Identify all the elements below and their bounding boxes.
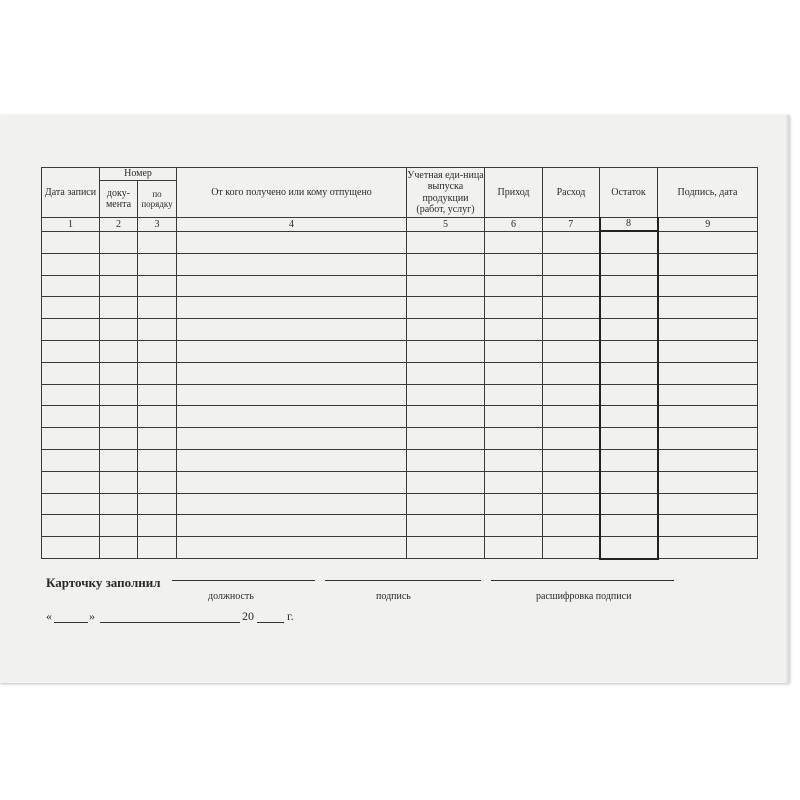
table-row [42,471,758,493]
table-cell[interactable] [100,297,138,319]
table-cell[interactable] [407,449,485,471]
table-cell[interactable] [407,537,485,559]
header-income-label: Приход [497,186,530,198]
table-cell[interactable] [485,537,543,559]
table-cell[interactable] [138,362,177,384]
table-cell[interactable] [177,493,407,515]
table-row [42,537,758,559]
table-cell[interactable] [600,537,658,559]
table-row [42,275,758,297]
signature-caption: подпись [376,591,411,602]
table-cell[interactable] [100,384,138,406]
column-number: 6 [485,218,543,232]
table-cell[interactable] [100,340,138,362]
table-cell[interactable] [543,297,600,319]
table-cell[interactable] [42,384,100,406]
header-order-label: по порядку [141,188,173,209]
table-cell[interactable] [42,275,100,297]
table-cell[interactable] [407,319,485,341]
table-cell[interactable] [407,471,485,493]
table-cell[interactable] [600,253,658,275]
table-cell[interactable] [485,362,543,384]
table-cell[interactable] [100,362,138,384]
column-number: 1 [42,218,100,232]
table-cell[interactable] [42,493,100,515]
table-cell[interactable] [407,493,485,515]
table-cell[interactable] [138,428,177,450]
table-cell[interactable] [407,253,485,275]
table-cell[interactable] [42,428,100,450]
table-cell[interactable] [485,297,543,319]
table-cell[interactable] [600,384,658,406]
table-cell[interactable] [42,231,100,253]
table-cell[interactable] [177,253,407,275]
column-number: 8 [600,218,658,232]
table-cell[interactable] [485,406,543,428]
table-cell[interactable] [407,428,485,450]
table-cell[interactable] [485,471,543,493]
table-cell[interactable] [600,515,658,537]
table-cell[interactable] [407,297,485,319]
filled-by-label: Карточку заполнил [46,575,161,590]
table-cell[interactable] [658,449,758,471]
table-cell[interactable] [138,515,177,537]
table-cell[interactable] [42,515,100,537]
table-cell[interactable] [138,406,177,428]
table-cell[interactable] [485,253,543,275]
table-cell[interactable] [407,340,485,362]
table-row [42,449,758,471]
table-cell[interactable] [407,231,485,253]
table-cell[interactable] [42,449,100,471]
table-cell[interactable] [177,231,407,253]
table-cell[interactable] [543,471,600,493]
header-income [485,168,543,218]
table-cell[interactable] [138,449,177,471]
table-cell[interactable] [138,319,177,341]
table-row [42,253,758,275]
column-number: 4 [177,218,407,232]
table-cell[interactable] [42,362,100,384]
table-row [42,231,758,253]
table-cell[interactable] [485,384,543,406]
table-row [42,406,758,428]
table-cell[interactable] [100,537,138,559]
table-cell[interactable] [100,275,138,297]
table-cell[interactable] [600,362,658,384]
column-number: 3 [138,218,177,232]
table-cell[interactable] [658,253,758,275]
table-cell[interactable] [42,537,100,559]
column-number: 9 [658,218,758,232]
table-row [42,515,758,537]
table-cell[interactable] [485,428,543,450]
header-from-to [177,168,407,218]
table-cell[interactable] [543,362,600,384]
table-row [42,319,758,341]
table-cell[interactable] [177,297,407,319]
table-row [42,428,758,450]
header-unit-label: Учетная еди-ница выпуска продукции (работ, услуг) [407,169,484,215]
table-cell[interactable] [177,384,407,406]
table-cell[interactable] [543,428,600,450]
table-cell[interactable] [42,406,100,428]
year-prefix: 20 [242,609,254,623]
table-cell[interactable] [600,297,658,319]
ledger-table [41,167,758,560]
year-suffix: г. [287,609,294,623]
table-cell[interactable] [177,319,407,341]
table-cell[interactable] [100,253,138,275]
table-cell[interactable] [600,493,658,515]
table-cell[interactable] [543,253,600,275]
table-cell[interactable] [658,319,758,341]
column-number: 5 [407,218,485,232]
table-cell[interactable] [543,340,600,362]
table-cell[interactable] [658,515,758,537]
table-cell[interactable] [600,340,658,362]
table-cell[interactable] [177,471,407,493]
column-number-row [42,218,758,232]
table-cell[interactable] [600,406,658,428]
decoding-line[interactable] [491,580,674,581]
table-cell[interactable] [658,406,758,428]
table-cell[interactable] [485,340,543,362]
table-cell[interactable] [407,362,485,384]
header-doc-label: доку-мента [105,187,132,210]
table-row [42,362,758,384]
table-row [42,340,758,362]
header-expense [543,168,600,218]
table-cell[interactable] [100,406,138,428]
header-balance [600,168,658,218]
table-cell[interactable] [543,515,600,537]
table-cell[interactable] [485,275,543,297]
table-cell[interactable] [543,384,600,406]
table-cell[interactable] [177,515,407,537]
header-expense-label: Расход [556,186,586,198]
header-signature-date [658,168,758,218]
header-unit [407,168,485,218]
table-cell[interactable] [485,449,543,471]
table-cell[interactable] [407,275,485,297]
table-cell[interactable] [407,384,485,406]
table-cell[interactable] [658,428,758,450]
header-nomer [100,168,177,181]
table-cell[interactable] [543,275,600,297]
table-cell[interactable] [42,253,100,275]
position-line[interactable] [172,580,315,581]
table-cell[interactable] [100,231,138,253]
quote-close: » [89,609,95,623]
table-cell[interactable] [600,449,658,471]
table-cell[interactable] [100,493,138,515]
table-cell[interactable] [407,515,485,537]
header-from-to-label: От кого получено или кому отпущено [211,186,372,198]
table-cell[interactable] [543,493,600,515]
table-cell[interactable] [100,428,138,450]
day-line[interactable] [54,622,88,623]
position-caption: должность [208,591,254,602]
table-cell[interactable] [100,515,138,537]
table-cell[interactable] [543,319,600,341]
table-cell[interactable] [407,406,485,428]
table-cell[interactable] [600,231,658,253]
table-cell[interactable] [658,231,758,253]
table-cell[interactable] [658,384,758,406]
table-cell[interactable] [177,362,407,384]
table-cell[interactable] [177,428,407,450]
header-date-label: Дата записи [44,186,97,198]
table-cell[interactable] [100,449,138,471]
header-order [138,181,177,218]
table-cell[interactable] [543,449,600,471]
table-cell[interactable] [138,231,177,253]
table-cell[interactable] [177,275,407,297]
table-cell[interactable] [543,231,600,253]
table-cell[interactable] [485,493,543,515]
table-cell[interactable] [658,275,758,297]
signature-line[interactable] [325,580,481,581]
table-cell[interactable] [138,297,177,319]
table-row [42,297,758,319]
table-cell[interactable] [177,340,407,362]
table-cell[interactable] [485,319,543,341]
table-cell[interactable] [658,340,758,362]
header-date [42,168,100,218]
table-cell[interactable] [485,515,543,537]
header-balance-label: Остаток [611,186,646,198]
table-cell[interactable] [42,319,100,341]
table-cell[interactable] [138,384,177,406]
decoding-caption: расшифровка подписи [536,591,632,602]
header-doc [100,181,138,218]
table-row [42,493,758,515]
table-cell[interactable] [138,253,177,275]
table-cell[interactable] [177,449,407,471]
column-number: 7 [543,218,600,232]
table-cell[interactable] [138,275,177,297]
table-row [42,384,758,406]
table-cell[interactable] [177,406,407,428]
table-cell[interactable] [600,275,658,297]
table-cell[interactable] [600,319,658,341]
table-cell[interactable] [658,537,758,559]
table-cell[interactable] [138,537,177,559]
year-line[interactable] [257,622,284,623]
table-cell[interactable] [485,231,543,253]
table-cell[interactable] [658,493,758,515]
table-cell[interactable] [42,471,100,493]
table-cell[interactable] [100,319,138,341]
table-cell[interactable] [543,406,600,428]
table-cell[interactable] [138,340,177,362]
header-nomer-label: Номер [124,168,152,180]
table-cell[interactable] [600,471,658,493]
table-cell[interactable] [658,471,758,493]
table-cell[interactable] [138,471,177,493]
month-line[interactable] [100,622,240,623]
table-cell[interactable] [658,362,758,384]
quote-open: « [46,609,52,623]
column-number: 2 [100,218,138,232]
header-signature-date-label: Подпись, дата [677,186,738,198]
table-cell[interactable] [42,297,100,319]
table-cell[interactable] [177,537,407,559]
table-cell[interactable] [42,340,100,362]
table-cell[interactable] [138,493,177,515]
table-cell[interactable] [658,297,758,319]
table-cell[interactable] [543,537,600,559]
table-cell[interactable] [600,428,658,450]
table-cell[interactable] [100,471,138,493]
